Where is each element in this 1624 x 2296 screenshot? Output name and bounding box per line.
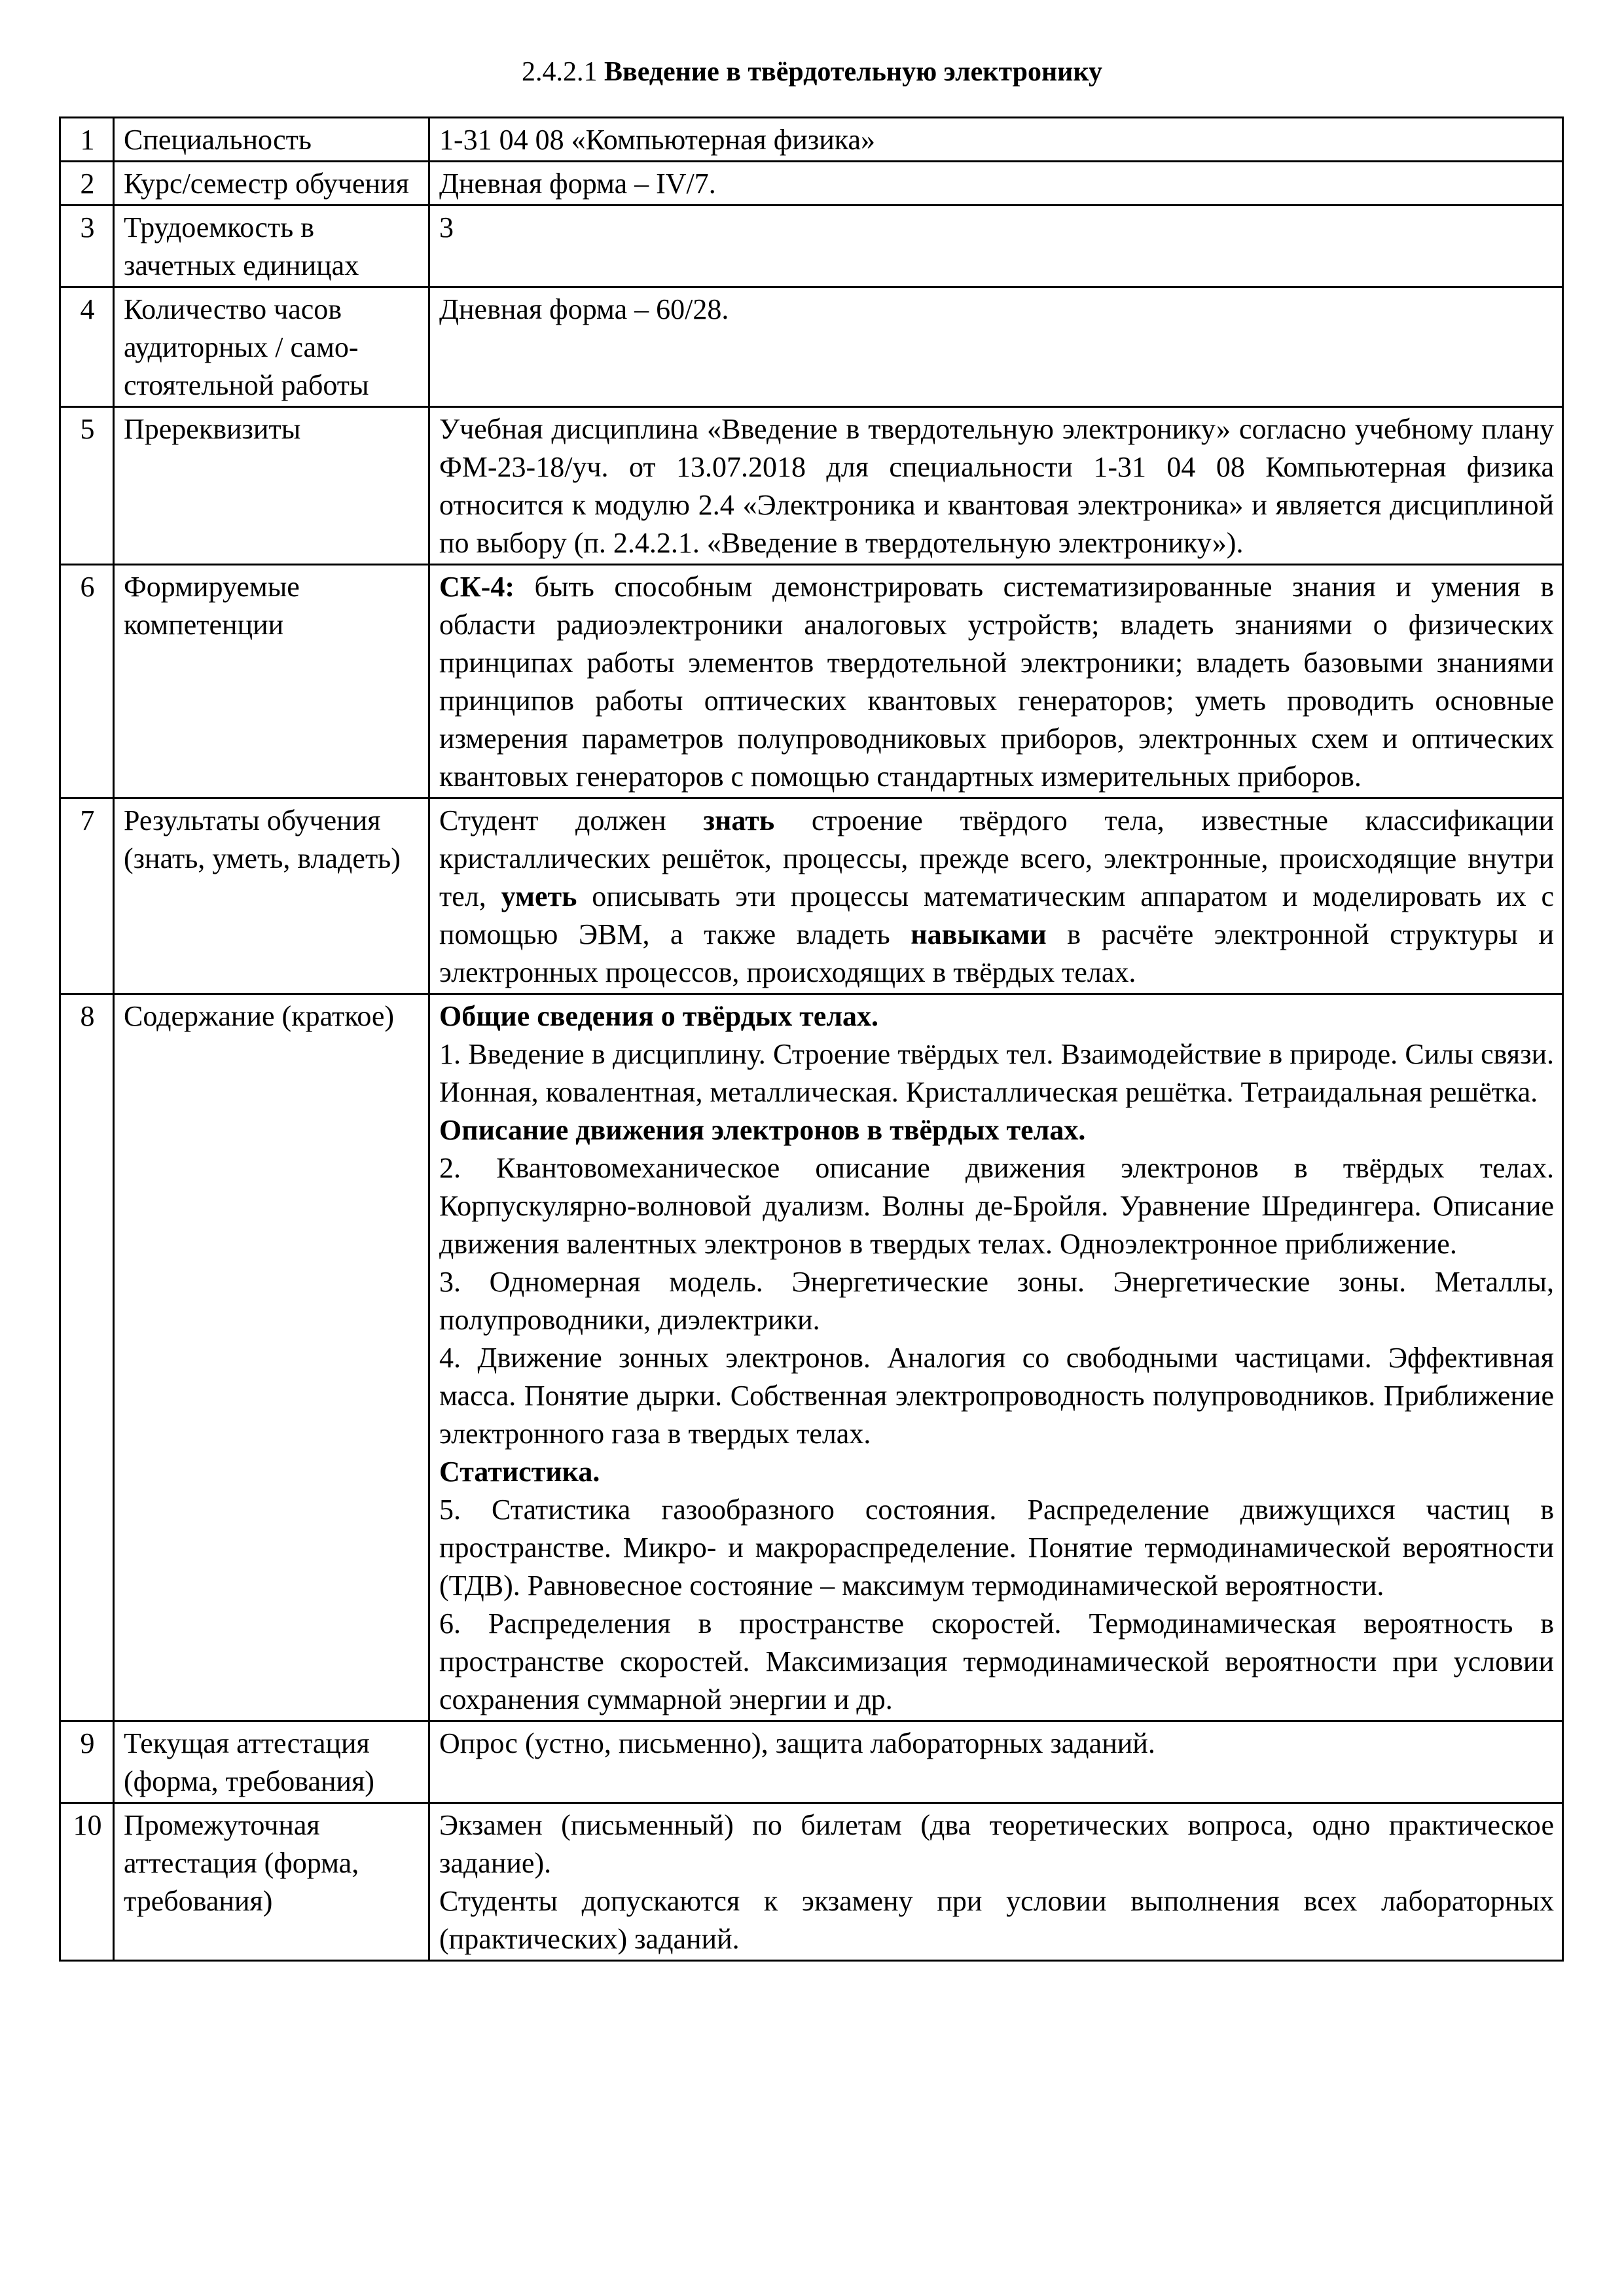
content-paragraph: 5. Статистика газообразного состояния. Распределение движущихся частиц в пространстве. Микро- и макрораспределение. Понятие термодинамической вероятности (ТДВ). Равновесное состояние – максимум термодинамической вероятности. bbox=[439, 1494, 1554, 1602]
row-label: Формируемые компетенции bbox=[114, 565, 429, 798]
row-value bbox=[429, 994, 1563, 1721]
competence-text: быть способным демонстрировать систематизированные знания и умения в области радиоэлектроники аналоговых устройств; владеть знаниями о физических принципах работы элементов твердотельной электроники; владеть базовыми знаниями принципов работы оптических квантовых генераторов; уметь проводить основные измерения параметров полупроводниковых приборов, электронных схем и оптических квантовых генераторов с помощью стандартных измерительных приборов. bbox=[439, 571, 1554, 793]
row-label: Промежуточная аттестация (форма, требования) bbox=[114, 1803, 429, 1961]
content-paragraph: 1. Введение в дисциплину. Строение твёрдых тел. Взаимодействие в природе. Силы связи. Ионная, ковалентная, металлическая. Кристаллическая решётка. Тетраидальная решётка. bbox=[439, 1038, 1554, 1108]
row-value: Учебная дисциплина «Введение в твердотельную электронику» согласно учебному плану ФМ-23-18/уч. от 13.07.2018 для специальности 1-31 04 08 Компьютерная физика относится к модулю 2.4 «Электроника и квантовая электроника» и является дисциплиной по выбору (п. 2.4.2.1. «Введение в твердотельную электронику»). bbox=[429, 407, 1563, 565]
row-number: 5 bbox=[60, 407, 114, 565]
outcome-keyword: уметь bbox=[501, 880, 577, 912]
row-number: 2 bbox=[60, 162, 114, 206]
row-label: Текущая аттестация (форма, требования) bbox=[114, 1721, 429, 1803]
row-number: 7 bbox=[60, 798, 114, 994]
outcome-keyword: знать bbox=[703, 804, 775, 836]
competence-code: СК-4: bbox=[439, 571, 514, 603]
table-row bbox=[60, 118, 1563, 162]
row-number: 3 bbox=[60, 206, 114, 287]
row-number: 9 bbox=[60, 1721, 114, 1803]
exam-paragraph: Студенты допускаются к экзамену при условии выполнения всех лабораторных (практических) заданий. bbox=[439, 1885, 1554, 1955]
outcome-text: описывать эти процессы математическим аппаратом и моделировать их с помощью ЭВМ, а также владеть bbox=[439, 880, 1555, 950]
table-row bbox=[60, 287, 1563, 407]
content-paragraph: 3. Одномерная модель. Энергетические зоны. Энергетические зоны. Металлы, полупроводники, диэлектрики. bbox=[439, 1266, 1554, 1336]
outcome-text: строение твёрдого тела, известные классификации кристаллических решёток, процессы, прежде всего, электронные, происходящие внутри тел, bbox=[439, 804, 1554, 912]
outcome-text: Студент должен bbox=[439, 804, 704, 836]
content-paragraph: 2. Квантовомеханическое описание движения электронов в твёрдых телах. Корпускулярно-волновой дуализм. Волны де-Бройля. Уравнение Шредингера. Описание движения валентных электронов в твердых телах. Одноэлектронное приближение. bbox=[439, 1152, 1554, 1260]
row-value bbox=[429, 798, 1563, 994]
row-number: 1 bbox=[60, 118, 114, 162]
table-row bbox=[60, 206, 1563, 287]
content-section-heading: Общие сведения о твёрдых телах. bbox=[439, 1000, 879, 1032]
outcome-keyword: навыками bbox=[911, 918, 1047, 950]
table-row bbox=[60, 1721, 1563, 1803]
row-value: Опрос (устно, письменно), защита лабораторных заданий. bbox=[429, 1721, 1563, 1803]
row-label: Пререквизиты bbox=[114, 407, 429, 565]
row-label: Количество часов аудиторных / само-стоятельной работы bbox=[114, 287, 429, 407]
title-number: 2.4.2.1 bbox=[522, 57, 598, 87]
content-paragraph: 4. Движение зонных электронов. Аналогия со свободными частицами. Эффективная масса. Понятие дырки. Собственная электропроводность полупроводников. Приближение электронного газа в твердых телах. bbox=[439, 1342, 1554, 1450]
table-row bbox=[60, 994, 1563, 1721]
table-row bbox=[60, 565, 1563, 798]
row-value: Дневная форма – IV/7. bbox=[429, 162, 1563, 206]
row-value: Дневная форма – 60/28. bbox=[429, 287, 1563, 407]
outcome-text: в расчёте электронной структуры и электронных процессов, происходящих в твёрдых телах. bbox=[439, 918, 1554, 988]
title-text: Введение в твёрдотельную электронику bbox=[604, 57, 1102, 87]
content-section-heading: Описание движения электронов в твёрдых телах. bbox=[439, 1114, 1086, 1146]
row-number: 4 bbox=[60, 287, 114, 407]
row-value bbox=[429, 565, 1563, 798]
table-row bbox=[60, 798, 1563, 994]
row-number: 10 bbox=[60, 1803, 114, 1961]
table-row bbox=[60, 1803, 1563, 1961]
row-value: 1-31 04 08 «Компьютерная физика» bbox=[429, 118, 1563, 162]
row-label: Трудоемкость в зачетных единицах bbox=[114, 206, 429, 287]
row-label: Содержание (краткое) bbox=[114, 994, 429, 1721]
document-title bbox=[0, 54, 1624, 90]
course-info-table bbox=[59, 117, 1564, 1962]
row-label: Результаты обучения (знать, уметь, владеть) bbox=[114, 798, 429, 994]
row-number: 8 bbox=[60, 994, 114, 1721]
row-number: 6 bbox=[60, 565, 114, 798]
row-value: 3 bbox=[429, 206, 1563, 287]
table-row bbox=[60, 162, 1563, 206]
content-paragraph: 6. Распределения в пространстве скоростей. Термодинамическая вероятность в пространстве скоростей. Максимизация термодинамической вероятности при условии сохранения суммарной энергии и др. bbox=[439, 1607, 1554, 1715]
exam-paragraph: Экзамен (письменный) по билетам (два теоретических вопроса, одно практическое задание). bbox=[439, 1809, 1554, 1879]
content-section-heading: Статистика. bbox=[439, 1456, 600, 1488]
row-label: Курс/семестр обучения bbox=[114, 162, 429, 206]
table-row bbox=[60, 407, 1563, 565]
row-label: Специальность bbox=[114, 118, 429, 162]
row-value bbox=[429, 1803, 1563, 1961]
